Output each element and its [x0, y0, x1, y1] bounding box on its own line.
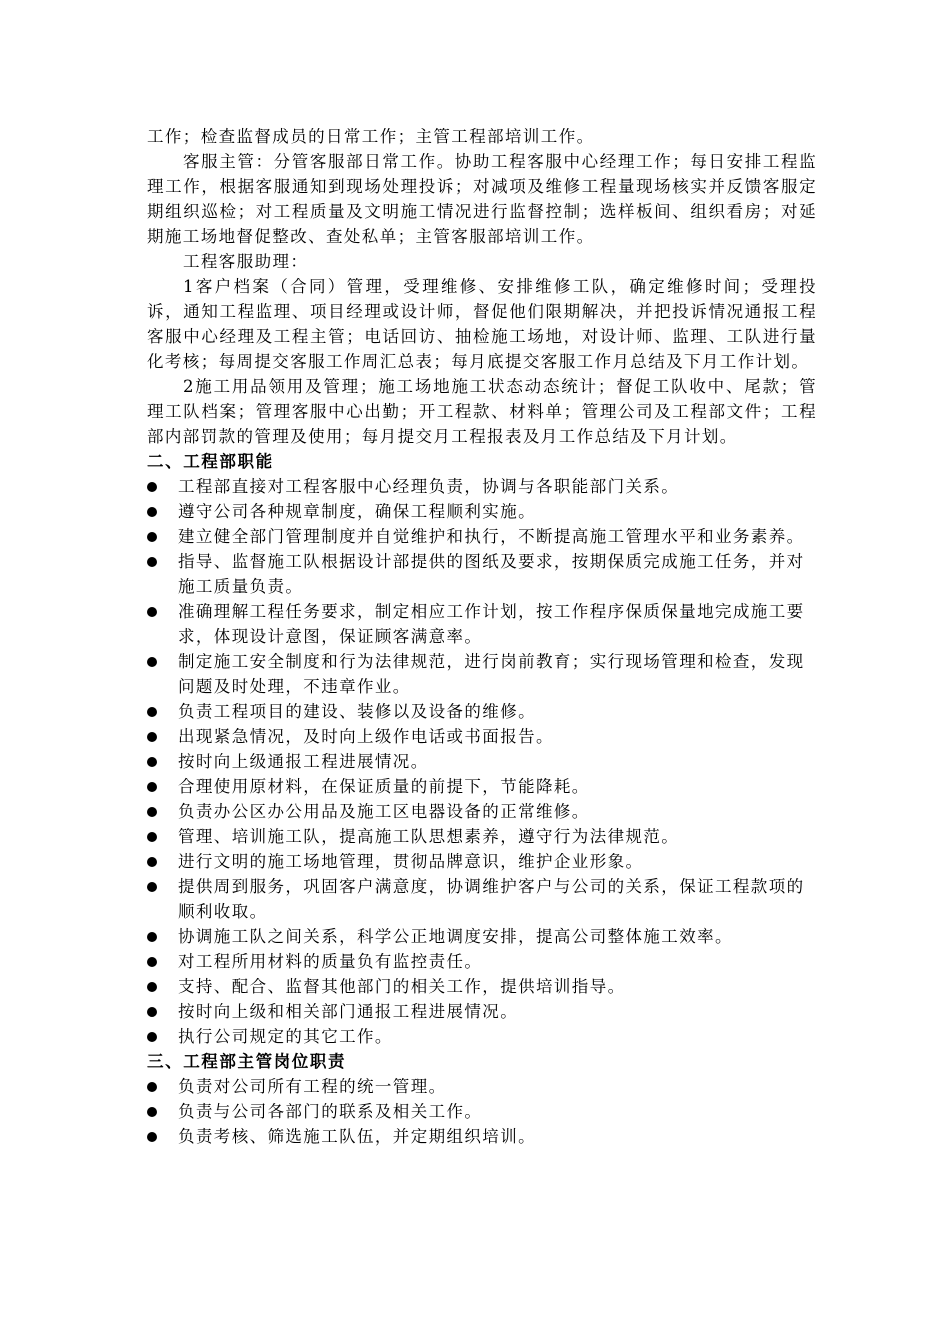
list-item: [147, 1099, 817, 1124]
list-item-text: 负责工程项目的建设、装修以及设备的维修。: [178, 702, 536, 721]
bullet-icon: [147, 532, 157, 542]
list-item-text: 出现紧急情况，及时向上级作电话或书面报告。: [178, 727, 554, 746]
bullet-icon: [147, 707, 157, 717]
bullet-icon: [147, 782, 157, 792]
bullet-icon: [147, 1082, 157, 1092]
list-item: [147, 599, 817, 649]
bullet-icon: [147, 557, 157, 567]
list-item: [147, 499, 817, 524]
intro-paragraphs: [147, 124, 817, 449]
list-item-text: 负责对公司所有工程的统一管理。: [178, 1077, 447, 1096]
list-item-text: 合理使用原材料，在保证质量的前提下，节能降耗。: [178, 777, 590, 796]
list-item-text: 支持、配合、监督其他部门的相关工作，提供培训指导。: [178, 977, 626, 996]
list-item: [147, 874, 817, 924]
list-item: [147, 474, 817, 499]
bullet-icon: [147, 982, 157, 992]
department-functions-list: [147, 474, 817, 1049]
list-item-text: 负责与公司各部门的联系及相关工作。: [178, 1102, 483, 1121]
bullet-icon: [147, 807, 157, 817]
list-item: [147, 549, 817, 599]
list-item-text: 对工程所用材料的质量负有监控责任。: [178, 952, 483, 971]
list-item-text: 执行公司规定的其它工作。: [178, 1027, 393, 1046]
bullet-icon: [147, 1007, 157, 1017]
section-heading-department-functions: 二、工程部职能: [147, 452, 274, 471]
bullet-icon: [147, 657, 157, 667]
list-item-text: 建立健全部门管理制度并自觉维护和执行，不断提高施工管理水平和业务素养。: [178, 527, 805, 546]
paragraph-assistant-duty-2: 2施工用品领用及管理；施工场地施工状态动态统计；督促工队收中、尾款；管理工队档案；管理客服中心出勤；开工程款、材料单；管理公司及工程部文件；工程部内部罚款的管理及使用；每月提交月工程报表及月工作总结及下月计划。: [147, 377, 817, 446]
bullet-icon: [147, 1107, 157, 1117]
list-item-text: 管理、培训施工队，提高施工队思想素养，遵守行为法律规范。: [178, 827, 680, 846]
bullet-icon: [147, 1132, 157, 1142]
section-heading-supervisor-duties: 三、工程部主管岗位职责: [147, 1052, 347, 1071]
list-item-text: 指导、监督施工队根据设计部提供的图纸及要求，按期保质完成施工任务，并对施工质量负责。: [178, 552, 805, 596]
list-item-text: 提供周到服务，巩固客户满意度，协调维护客户与公司的关系，保证工程款项的顺利收取。: [178, 877, 805, 921]
bullet-icon: [147, 507, 157, 517]
list-item-text: 遵守公司各种规章制度，确保工程顺利实施。: [178, 502, 536, 521]
document-body: [147, 124, 817, 1149]
bullet-icon: [147, 482, 157, 492]
list-item: [147, 724, 817, 749]
bullet-icon: [147, 882, 157, 892]
list-item: [147, 1024, 817, 1049]
list-item-text: 工程部直接对工程客服中心经理负责，协调与各职能部门关系。: [178, 477, 680, 496]
list-item: [147, 1124, 817, 1149]
bullet-icon: [147, 732, 157, 742]
supervisor-duties-list: [147, 1074, 817, 1149]
list-item: [147, 799, 817, 824]
paragraph-customer-service-supervisor: 客服主管：分管客服部日常工作。协助工程客服中心经理工作；每日安排工程监理工作，根据客服通知到现场处理投诉；对减项及维修工程量现场核实并反馈客服定期组织巡检；对工程质量及文明施工情况进行监督控制；选样板间、组织看房；对延期施工场地督促整改、查处私单；主管客服部培训工作。: [147, 152, 817, 246]
list-item: [147, 849, 817, 874]
list-item-text: 负责办公区办公用品及施工区电器设备的正常维修。: [178, 802, 590, 821]
list-item: [147, 699, 817, 724]
list-item-text: 协调施工队之间关系，科学公正地调度安排，提高公司整体施工效率。: [178, 927, 733, 946]
list-item-text: 进行文明的施工场地管理，贯彻品牌意识，维护企业形象。: [178, 852, 644, 871]
bullet-icon: [147, 607, 157, 617]
bullet-icon: [147, 832, 157, 842]
list-item: [147, 774, 817, 799]
list-item: [147, 649, 817, 699]
paragraph-duties-continued: 工作；检查监督成员的日常工作；主管工程部培训工作。: [147, 127, 595, 146]
list-item: [147, 749, 817, 774]
list-item-text: 制定施工安全制度和行为法律规范，进行岗前教育；实行现场管理和检查，发现问题及时处理，不违章作业。: [178, 652, 805, 696]
bullet-icon: [147, 757, 157, 767]
paragraph-service-assistant-title: 工程客服助理：: [183, 252, 309, 271]
paragraph-assistant-duty-1: 1客户档案（合同）管理，受理维修、安排维修工队，确定维修时间；受理投诉，通知工程监理、项目经理或设计师，督促他们限期解决，并把投诉情况通报工程客服中心经理及工程主管；电话回访、抽检施工场地，对设计师、监理、工队进行量化考核；每周提交客服工作周汇总表；每月底提交客服工作月总结及下月工作计划。: [147, 277, 817, 371]
list-item: [147, 949, 817, 974]
list-item: [147, 1074, 817, 1099]
bullet-icon: [147, 857, 157, 867]
list-item-text: 按时向上级和相关部门通报工程进展情况。: [178, 1002, 519, 1021]
list-item: [147, 524, 817, 549]
list-item-text: 负责考核、筛选施工队伍，并定期组织培训。: [178, 1127, 536, 1146]
list-item-text: 按时向上级通报工程进展情况。: [178, 752, 429, 771]
list-item: [147, 824, 817, 849]
bullet-icon: [147, 932, 157, 942]
bullet-icon: [147, 957, 157, 967]
list-item-text: 准确理解工程任务要求，制定相应工作计划，按工作程序保质保量地完成施工要求，体现设计意图，保证顾客满意率。: [178, 602, 805, 646]
list-item: [147, 924, 817, 949]
list-item: [147, 999, 817, 1024]
bullet-icon: [147, 1032, 157, 1042]
list-item: [147, 974, 817, 999]
